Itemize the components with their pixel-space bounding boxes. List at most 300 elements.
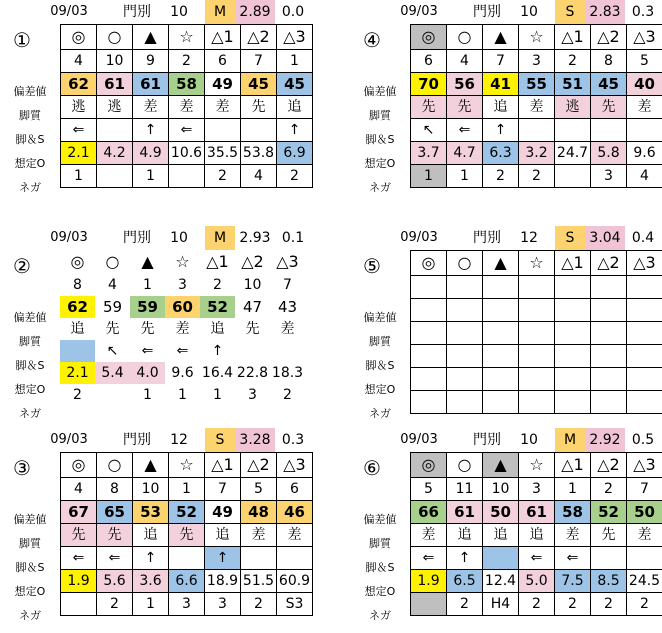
race-score: 2.83 [585,0,625,24]
marks-row [61,453,313,478]
dev-cell: 49 [205,73,241,96]
style-row [411,96,662,119]
horses-row [411,50,662,73]
runner-count: 10 [166,0,192,24]
dev-cell [627,299,662,322]
arrow-row [411,547,662,570]
horse-cell: 7 [241,50,277,73]
odds-cell: 5.8 [591,142,627,165]
race-score: 3.04 [585,226,625,250]
style-cell: 差 [205,96,241,119]
style-cell: 差 [165,318,200,340]
style-cell: 先 [241,96,277,119]
nega-cell: 2 [591,593,627,616]
style-cell: 追 [519,524,555,547]
arrow-cell [483,547,519,570]
row-label-style: 脚質 [0,104,60,127]
nega-cell [97,165,133,188]
race-score: 2.93 [235,226,275,250]
style-cell: 追 [205,524,241,547]
dev-cell: 47 [235,296,270,318]
style-cell: 逃 [555,96,591,119]
dev-cell: 41 [483,73,519,96]
arrow-cell: ↑ [277,119,313,142]
style-cell [483,322,519,345]
dev-cell: 61 [447,501,483,524]
race-number: ⑤ [354,252,390,280]
dev-cell: 45 [591,73,627,96]
odds-cell: 35.5 [205,142,241,165]
mark-cell: △1 [205,25,241,50]
mark-cell: ☆ [519,453,555,478]
race-venue: 門別 [116,226,158,250]
nega-cell [591,391,627,414]
mark-cell: ☆ [169,25,205,50]
nega-cell: 2 [447,593,483,616]
dev-cell: 59 [95,296,130,318]
arrow-cell: ⇐ [61,547,97,570]
race-panel-2 [0,226,320,431]
odds-cell: 8.5 [591,570,627,593]
mark-cell: ▲ [130,250,165,274]
horse-cell [483,276,519,299]
marks-row [60,250,305,274]
arrow-cell: ↖ [411,119,447,142]
odds-cell: 4.0 [130,362,165,384]
mark-cell: △2 [591,251,627,276]
style-cell: 追 [277,96,313,119]
arrow-cell [205,119,241,142]
horse-cell: 6 [277,478,313,501]
odds-row [411,368,662,391]
horse-cell: 3 [519,50,555,73]
arrow-cell [627,345,662,368]
arrow-cell [241,119,277,142]
nega-cell: 2 [519,165,555,188]
runner-count: 10 [166,226,192,250]
nega-cell: 1 [165,384,200,406]
race-venue: 門別 [466,0,508,24]
horse-cell: 10 [483,478,519,501]
row-label-dev: 偏差値 [350,508,410,531]
mark-cell: △3 [277,453,313,478]
dev-cell: 46 [277,501,313,524]
horse-cell: 9 [133,50,169,73]
style-cell: 先 [591,524,627,547]
arrow-cell: ⇐ [519,547,555,570]
nega-cell: 2 [277,165,313,188]
odds-cell: 1.9 [61,570,97,593]
arrow-cell: ⇐ [130,340,165,362]
nega-cell: 2 [483,165,519,188]
mark-cell: △1 [200,250,235,274]
style-row [411,524,662,547]
dev-cell [591,299,627,322]
horse-cell [591,276,627,299]
row-label-arrow: 脚＆S [350,354,410,377]
mark-cell: ○ [95,250,130,274]
nega-cell [447,391,483,414]
dev-cell: 65 [97,501,133,524]
row-label-arrow: 脚＆S [350,556,410,579]
race-number: ② [4,252,40,280]
odds-cell: 51.5 [241,570,277,593]
marks-row [411,25,662,50]
arrow-cell [483,345,519,368]
dev-cell: 55 [519,73,555,96]
dev-cell [483,299,519,322]
dev-cell: 45 [241,73,277,96]
row-label-odds: 想定O [0,580,60,603]
odds-cell [411,368,447,391]
nega-cell [61,593,97,616]
odds-cell: 2.1 [60,362,95,384]
race-grid [60,24,313,188]
nega-cell: 2 [60,384,95,406]
odds-cell [591,368,627,391]
odds-cell [483,368,519,391]
mark-cell: ▲ [483,251,519,276]
nega-cell [411,593,447,616]
nega-cell: 3 [169,593,205,616]
arrow-row [60,340,305,362]
dev-cell: 43 [270,296,305,318]
mark-cell: △2 [235,250,270,274]
race-panel-5 [350,226,662,431]
horse-cell: 8 [591,50,627,73]
dev-cell: 52 [200,296,235,318]
mark-cell: △1 [555,251,591,276]
odds-cell: 24.7 [555,142,591,165]
row-label-odds: 想定O [350,580,410,603]
dev-cell: 50 [483,501,519,524]
race-header [350,428,662,452]
arrow-cell: ⇐ [447,119,483,142]
arrow-cell [591,345,627,368]
horse-cell [519,276,555,299]
mark-cell: ◎ [61,25,97,50]
odds-cell: 53.8 [241,142,277,165]
horse-cell [555,276,591,299]
dev-cell: 61 [519,501,555,524]
arrow-cell: ⇐ [169,119,205,142]
horse-cell: 3 [165,274,200,296]
nega-cell [483,391,519,414]
race-grid [410,250,662,414]
arrow-cell: ↑ [483,119,519,142]
race-grade: M [555,428,585,452]
horse-cell: 2 [591,478,627,501]
nega-cell [411,391,447,414]
nega-row [61,165,313,188]
race-grade: M [205,226,235,250]
mark-cell: ☆ [519,251,555,276]
arrow-cell: ⇐ [411,547,447,570]
horse-cell [411,276,447,299]
arrow-row [61,119,313,142]
horse-cell [447,276,483,299]
horse-cell: 3 [519,478,555,501]
dev-row [61,73,313,96]
arrow-cell [241,547,277,570]
arrow-cell [270,340,305,362]
row-label-dev: 偏差値 [350,306,410,329]
odds-row [411,570,662,593]
runner-count: 12 [166,428,192,452]
style-cell: 先 [447,96,483,119]
style-cell: 差 [519,96,555,119]
style-cell: 先 [411,96,447,119]
style-cell [591,322,627,345]
horse-cell: 7 [205,478,241,501]
odds-row [61,142,313,165]
horse-cell [627,276,662,299]
arrow-cell: ↖ [95,340,130,362]
mark-cell: ◎ [411,251,447,276]
race-date: 09/03 [398,226,440,250]
odds-cell: 60.9 [277,570,313,593]
mark-cell: ◎ [60,250,95,274]
style-cell: 差 [277,524,313,547]
odds-cell: 24.5 [627,570,662,593]
dev-cell: 59 [130,296,165,318]
row-label-nega: ネガ [0,176,60,199]
nega-cell [519,391,555,414]
horse-cell: 6 [205,50,241,73]
odds-cell: 16.4 [200,362,235,384]
dev-cell: 48 [241,501,277,524]
horse-cell: 2 [200,274,235,296]
nega-cell: 2 [519,593,555,616]
horse-cell: 7 [270,274,305,296]
nega-cell: 1 [133,165,169,188]
dev-cell: 53 [133,501,169,524]
dev-cell [447,299,483,322]
arrow-cell: ⇐ [165,340,200,362]
row-label-arrow: 脚＆S [350,128,410,151]
arrow-cell [60,340,95,362]
arrow-cell [235,340,270,362]
mark-cell: ◎ [411,25,447,50]
dev-cell: 49 [205,501,241,524]
row-label-odds: 想定O [0,378,60,401]
odds-cell: 6.9 [277,142,313,165]
dev-row [411,73,662,96]
arrow-cell [277,547,313,570]
race-header [0,226,320,250]
race-score: 2.89 [235,0,275,24]
odds-cell [627,368,662,391]
dev-cell: 56 [447,73,483,96]
style-cell: 差 [627,96,662,119]
dev-cell [519,299,555,322]
odds-cell: 5.6 [97,570,133,593]
nega-cell [627,391,662,414]
arrow-cell [591,547,627,570]
mark-cell: ▲ [483,453,519,478]
style-cell: 追 [483,524,519,547]
style-row [60,318,305,340]
race-date: 09/03 [398,0,440,24]
nega-row [411,391,662,414]
race-number: ① [4,26,40,54]
style-cell: 追 [447,524,483,547]
style-cell: 先 [95,318,130,340]
nega-cell: 2 [270,384,305,406]
arrow-cell [591,119,627,142]
style-cell: 先 [61,524,97,547]
row-label-nega: ネガ [350,604,410,627]
style-cell: 先 [169,524,205,547]
mark-cell: ○ [447,25,483,50]
horses-row [61,50,313,73]
dev-cell: 66 [411,501,447,524]
mark-cell: ☆ [165,250,200,274]
race-extra: 0.3 [626,0,660,24]
odds-cell: 9.6 [165,362,200,384]
arrow-cell: ⇐ [555,547,591,570]
horses-row [61,478,313,501]
style-cell: 先 [591,96,627,119]
style-cell: 追 [133,524,169,547]
arrow-cell [627,547,662,570]
race-date: 09/03 [48,226,90,250]
style-cell: 先 [235,318,270,340]
nega-cell: 3 [591,165,627,188]
nega-cell: 2 [205,165,241,188]
row-label-odds: 想定O [0,152,60,175]
row-label-odds: 想定O [350,378,410,401]
nega-row [411,593,662,616]
mark-cell: ◎ [411,453,447,478]
mark-cell: △1 [205,453,241,478]
race-number: ③ [4,454,40,482]
mark-cell: ○ [447,453,483,478]
dev-cell: 58 [555,501,591,524]
mark-cell: ▲ [483,25,519,50]
nega-cell: 2 [627,593,662,616]
mark-cell: △3 [270,250,305,274]
race-grid [60,452,313,616]
odds-row [61,570,313,593]
row-label-style: 脚質 [0,532,60,555]
horse-cell: 1 [169,478,205,501]
mark-cell: ☆ [169,453,205,478]
race-grade: S [555,226,585,250]
marks-row [61,25,313,50]
race-grade: M [205,0,235,24]
arrow-cell [519,119,555,142]
arrow-cell [169,547,205,570]
odds-cell: 5.0 [519,570,555,593]
race-score: 2.92 [585,428,625,452]
mark-cell: △3 [627,25,662,50]
style-cell [555,322,591,345]
odds-row [411,142,662,165]
horses-row [60,274,305,296]
mark-cell: △3 [627,453,662,478]
row-label-dev: 偏差値 [0,80,60,103]
horse-cell: 11 [447,478,483,501]
odds-cell: 2.1 [61,142,97,165]
dev-row [411,501,662,524]
mark-cell: ◎ [61,453,97,478]
nega-cell: 1 [411,165,447,188]
horse-cell: 1 [555,478,591,501]
dev-cell: 61 [133,73,169,96]
nega-cell: 1 [447,165,483,188]
nega-row [60,384,305,406]
race-venue: 門別 [466,428,508,452]
odds-cell: 18.3 [270,362,305,384]
row-label-dev: 偏差値 [0,508,60,531]
race-venue: 門別 [116,428,158,452]
nega-cell [169,165,205,188]
mark-cell: △2 [241,25,277,50]
odds-cell [519,368,555,391]
style-cell [447,322,483,345]
arrow-cell: ↑ [133,547,169,570]
style-cell: 先 [97,524,133,547]
horse-cell: 2 [169,50,205,73]
nega-row [61,593,313,616]
mark-cell: ▲ [133,453,169,478]
dev-cell: 60 [165,296,200,318]
race-extra: 0.4 [626,226,660,250]
arrow-cell [97,119,133,142]
arrow-row [411,345,662,368]
row-label-style: 脚質 [350,532,410,555]
style-cell: 追 [60,318,95,340]
row-label-arrow: 脚＆S [0,354,60,377]
horses-row [411,276,662,299]
race-date: 09/03 [48,428,90,452]
nega-cell: 1 [200,384,235,406]
dev-cell: 51 [555,73,591,96]
arrow-cell [411,345,447,368]
horse-cell: 4 [61,50,97,73]
horse-cell: 5 [241,478,277,501]
odds-cell [555,368,591,391]
odds-cell: 4.9 [133,142,169,165]
odds-cell: 4.7 [447,142,483,165]
race-extra: 0.1 [276,226,310,250]
mark-cell: △3 [277,25,313,50]
race-venue: 門別 [466,226,508,250]
horse-cell: 4 [61,478,97,501]
dev-cell [555,299,591,322]
style-cell: 追 [483,96,519,119]
horse-cell: 4 [95,274,130,296]
style-cell: 差 [555,524,591,547]
arrow-cell [555,119,591,142]
mark-cell: △2 [591,453,627,478]
dev-cell: 52 [591,501,627,524]
odds-cell: 5.4 [95,362,130,384]
horse-cell: 1 [277,50,313,73]
mark-cell: △1 [555,25,591,50]
dev-cell: 61 [97,73,133,96]
style-cell: 逃 [61,96,97,119]
nega-cell [555,391,591,414]
race-grid [60,250,305,406]
odds-cell: 4.2 [97,142,133,165]
arrow-cell [519,345,555,368]
style-row [61,524,313,547]
odds-cell: 3.2 [519,142,555,165]
horse-cell: 7 [627,478,662,501]
horse-cell: 8 [60,274,95,296]
